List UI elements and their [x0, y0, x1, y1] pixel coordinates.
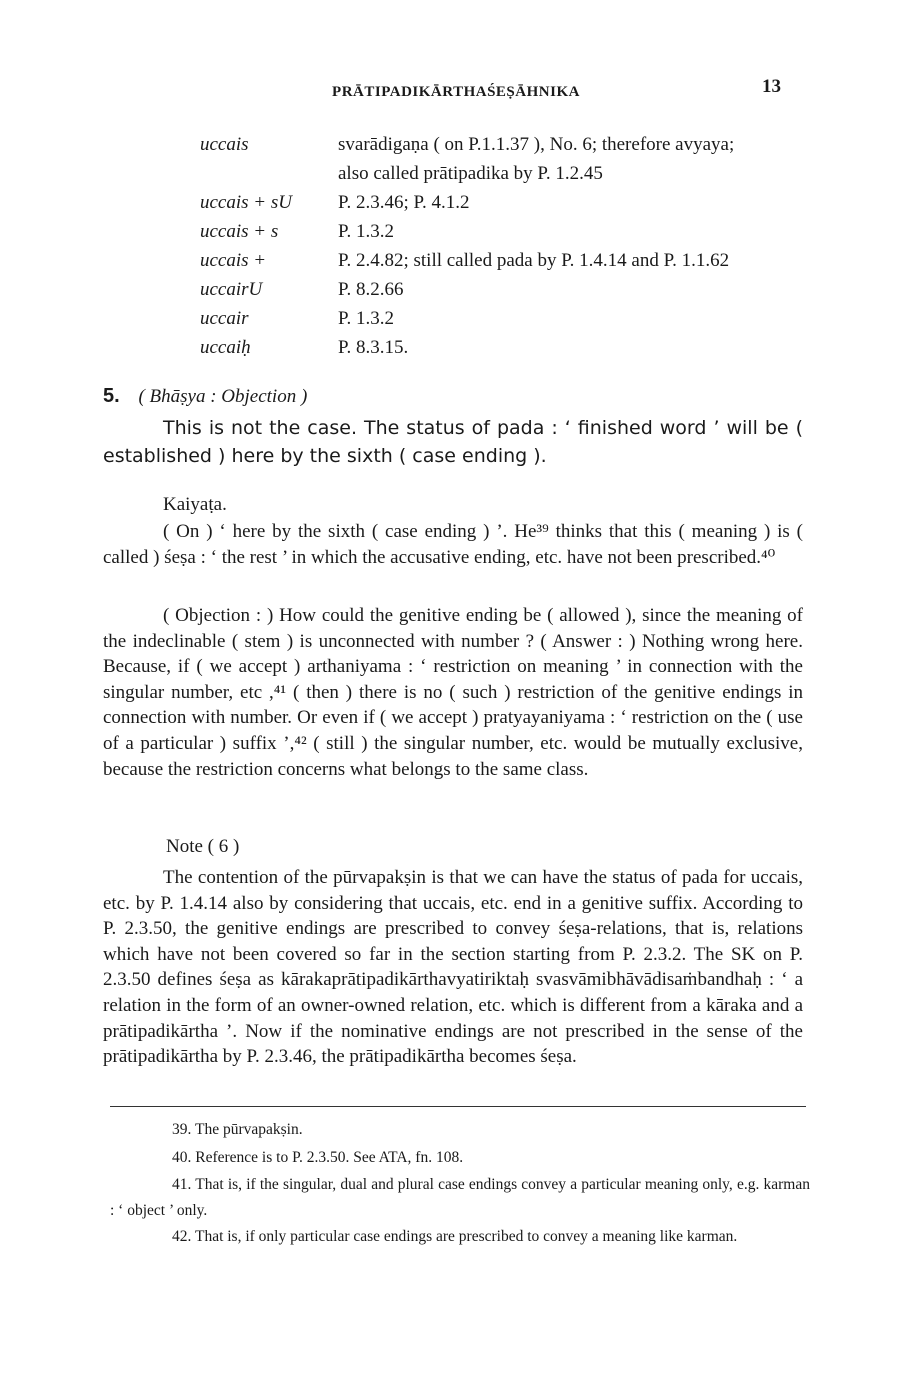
kaiyata-paragraph-2: ( Objection : ) How could the genitive ending be ( allowed ), since the meaning of the indeclinable ( stem ) is unconnected with number ? ( Answer : ) Nothing wrong here. Because, if ( we accept ) arthaniyama : ‘ restriction on meaning ’ in connection with the singular number, etc ,⁴¹ ( then ) there is no ( such ) restriction of the genitive endings in connection with number. Or even if ( we accept ) pratyayaniyama : ‘ restriction on the ( use of a particular ) suffix ’,⁴² ( still ) the singular number, etc. would be mutually exclusive, because the restriction concerns what belongs to the same class.	[103, 605, 803, 780]
derivation-rule: P. 1.3.2	[338, 308, 394, 329]
bhasya-translation: This is not the case. The status of pada : ‘ finished word ’ will be ( established ) here by the sixth ( case ending ).	[103, 417, 803, 467]
derivation-row	[200, 275, 810, 304]
derivation-rule: P. 2.3.46; P. 4.1.2	[338, 192, 470, 213]
section-label: ( Bhāṣya : Objection )	[138, 386, 308, 407]
rule-line: svarādigaṇa ( on P.1.1.37 ), No. 6; therefore avyaya;	[338, 134, 735, 155]
rule-line: also called prātipadika by P. 1.2.45	[338, 163, 603, 184]
derivation-table	[200, 130, 810, 362]
derivation-rule: P. 2.4.82; still called pada by P. 1.4.14 and P. 1.1.62	[338, 250, 730, 271]
note-heading: Note ( 6 )	[166, 836, 240, 857]
footnote-41: 41. That is, if the singular, dual and plural case endings convey a particular meaning only, e.g. karman : ‘ object ’ only.	[110, 1176, 810, 1219]
running-title: PRĀTIPADIKĀRTHAŚEṢĀHNIKA	[332, 84, 580, 100]
section-number: 5.	[103, 385, 120, 407]
derivation-rule	[338, 130, 810, 188]
note-paragraph: The contention of the pūrvapakṣin is that we can have the status of pada for uccais, etc. by P. 1.4.14 also by considering that uccais, etc. end in a genitive suffix. According to P. 2.3.50, the genitive endings are prescribed to convey śeṣa-relations, that is, relations which have not been covered so far in the section starting from P. 2.3.2. The SK on P. 2.3.50 defines śeṣa as kārakaprātipadikārthavyatiriktaḥ svasvāmibhāvādisaṁbandhaḥ : ‘ a relation in the form of an owner-owned relation, etc. which is different from a kāraka and a prātipadikārtha ’. Now if the nominative endings are not prescribed in the sense of the prātipadikārtha by P. 2.3.46, the prātipadikārtha becomes śeṣa.	[103, 867, 803, 1068]
derivation-rule: P. 8.3.15.	[338, 337, 409, 358]
derivation-term: uccaiḥ	[200, 337, 251, 358]
kaiyata-heading: Kaiyaṭa.	[163, 494, 227, 515]
derivation-rule: P. 8.2.66	[338, 279, 404, 300]
derivation-term: uccais +	[200, 250, 267, 271]
footnote-39: 39. The pūrvapakṣin.	[172, 1121, 303, 1138]
derivation-row	[200, 130, 810, 188]
footnote-divider	[110, 1106, 806, 1107]
derivation-term: uccais + s	[200, 221, 279, 242]
derivation-row	[200, 188, 810, 217]
derivation-row	[200, 304, 810, 333]
derivation-term: uccair	[200, 308, 249, 329]
derivation-row	[200, 333, 810, 362]
derivation-term: uccais	[200, 134, 249, 155]
derivation-row	[200, 217, 810, 246]
section-heading	[103, 385, 307, 408]
kaiyata-paragraph-1: ( On ) ‘ here by the sixth ( case ending ) ’. He³⁹ thinks that this ( meaning ) is ( called ) śeṣa : ‘ the rest ’ in which the accusative ending, etc. have not been prescribed.⁴⁰	[103, 521, 803, 568]
footnote-42: 42. That is, if only particular case endings are prescribed to convey a meaning like karman.	[172, 1228, 738, 1245]
page-number: 13	[762, 76, 781, 97]
derivation-term: uccairU	[200, 279, 263, 300]
derivation-term: uccais + sU	[200, 192, 292, 213]
footnote-40: 40. Reference is to P. 2.3.50. See ATA, fn. 108.	[172, 1149, 464, 1166]
derivation-row	[200, 246, 810, 275]
derivation-rule: P. 1.3.2	[338, 221, 394, 242]
